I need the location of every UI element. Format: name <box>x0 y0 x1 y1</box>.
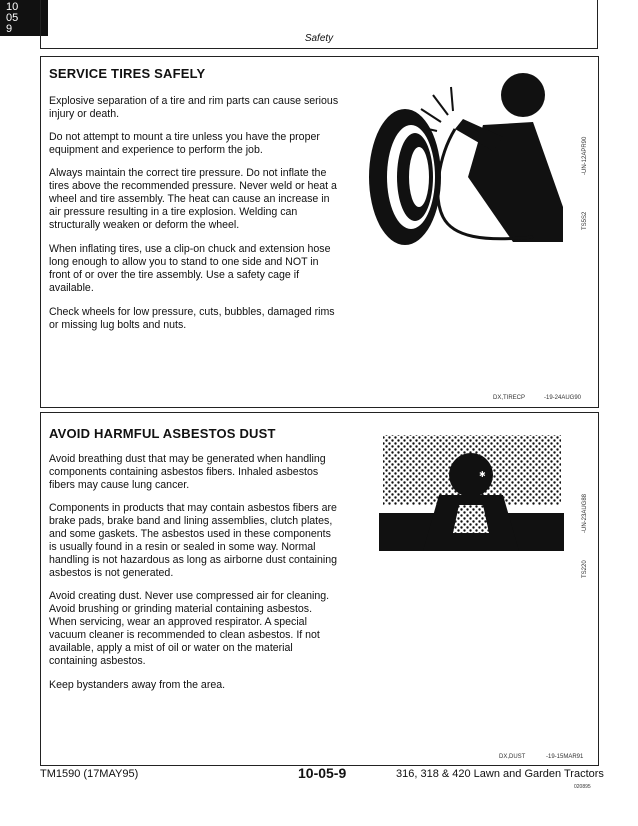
svg-text:✱: ✱ <box>479 470 486 479</box>
document-code: 020895 <box>574 784 591 790</box>
header-title: Safety <box>304 33 334 44</box>
figure-date: -UN-12APR90 <box>582 136 588 175</box>
product-name: 316, 318 & 420 Lawn and Garden Tractors <box>396 768 604 780</box>
manual-id: TM1590 (17MAY95) <box>40 768 139 780</box>
asbestos-safety-panel <box>40 412 599 766</box>
tab-line-1: 10 <box>6 1 19 13</box>
asbestos-dust-illustration <box>379 433 564 553</box>
header-rule <box>40 48 598 49</box>
page-number: 10-05-9 <box>298 765 347 781</box>
paragraph: Do not attempt to mount a tire unless you have the proper equipment and experience to perform the job. <box>49 131 320 156</box>
reference-code: DX,TIRECP <box>493 395 526 401</box>
figure-date: -UN-23AUG88 <box>582 493 588 533</box>
reference-code: DX,DUST <box>499 754 526 760</box>
paragraph: Avoid breathing dust that may be generated when handling components containing asbestos fibers. Inhaled asbestos fibers may cause lung cancer. <box>49 453 326 491</box>
tab-line-2: 05 <box>6 12 19 24</box>
section-title: SERVICE TIRES SAFELY <box>49 66 206 81</box>
paragraph: Avoid creating dust. Never use compressed air for cleaning. Avoid brushing or grinding material containing asbestos. When servicing, wear an approved respirator. A special vacuum cleaner is recommended to clean asbestos. If not available, apply a mist of oil or water on the material containing asbestos. <box>49 590 330 667</box>
tire-safety-panel <box>40 56 599 408</box>
paragraph: Explosive separation of a tire and rim parts can cause serious injury or death. <box>49 95 339 120</box>
paragraph: Keep bystanders away from the area. <box>49 679 226 691</box>
tab-line-3: 9 <box>6 23 13 35</box>
paragraph: Components in products that may contain asbestos fibers are brake pads, brake band and lining assemblies, clutch plates, and some gaskets. The asbestos used in these components is usually found in a resin or sealed in some way. Normal handling is not hazardous as long as airborne dust containing asbestos is not generated. <box>49 502 337 579</box>
paragraph: Check wheels for low pressure, cuts, bubbles, damaged rims or missing lug bolts and nuts. <box>49 306 335 331</box>
section-title: AVOID HARMFUL ASBESTOS DUST <box>49 426 276 441</box>
paragraph: Always maintain the correct tire pressure. Do not inflate the tires above the recommended pressure. Never weld or heat a wheel and tire assembly. The heat can cause an increase in air pressure resulting in a tire explosion. Welding can structurally weaken or deform the wheel. <box>49 167 337 231</box>
reference-date: -19-15MAR91 <box>546 754 584 760</box>
paragraph: When inflating tires, use a clip-on chuck and extension hose long enough to allow you to stand to one side and NOT in front of or over the tire assembly. Use a safety cage if available. <box>49 243 331 294</box>
tire-explosion-illustration <box>363 67 573 267</box>
figure-code: TS220 <box>582 560 588 578</box>
figure-code: TS5S2 <box>582 211 588 230</box>
reference-date: -19-24AUG90 <box>544 395 582 401</box>
